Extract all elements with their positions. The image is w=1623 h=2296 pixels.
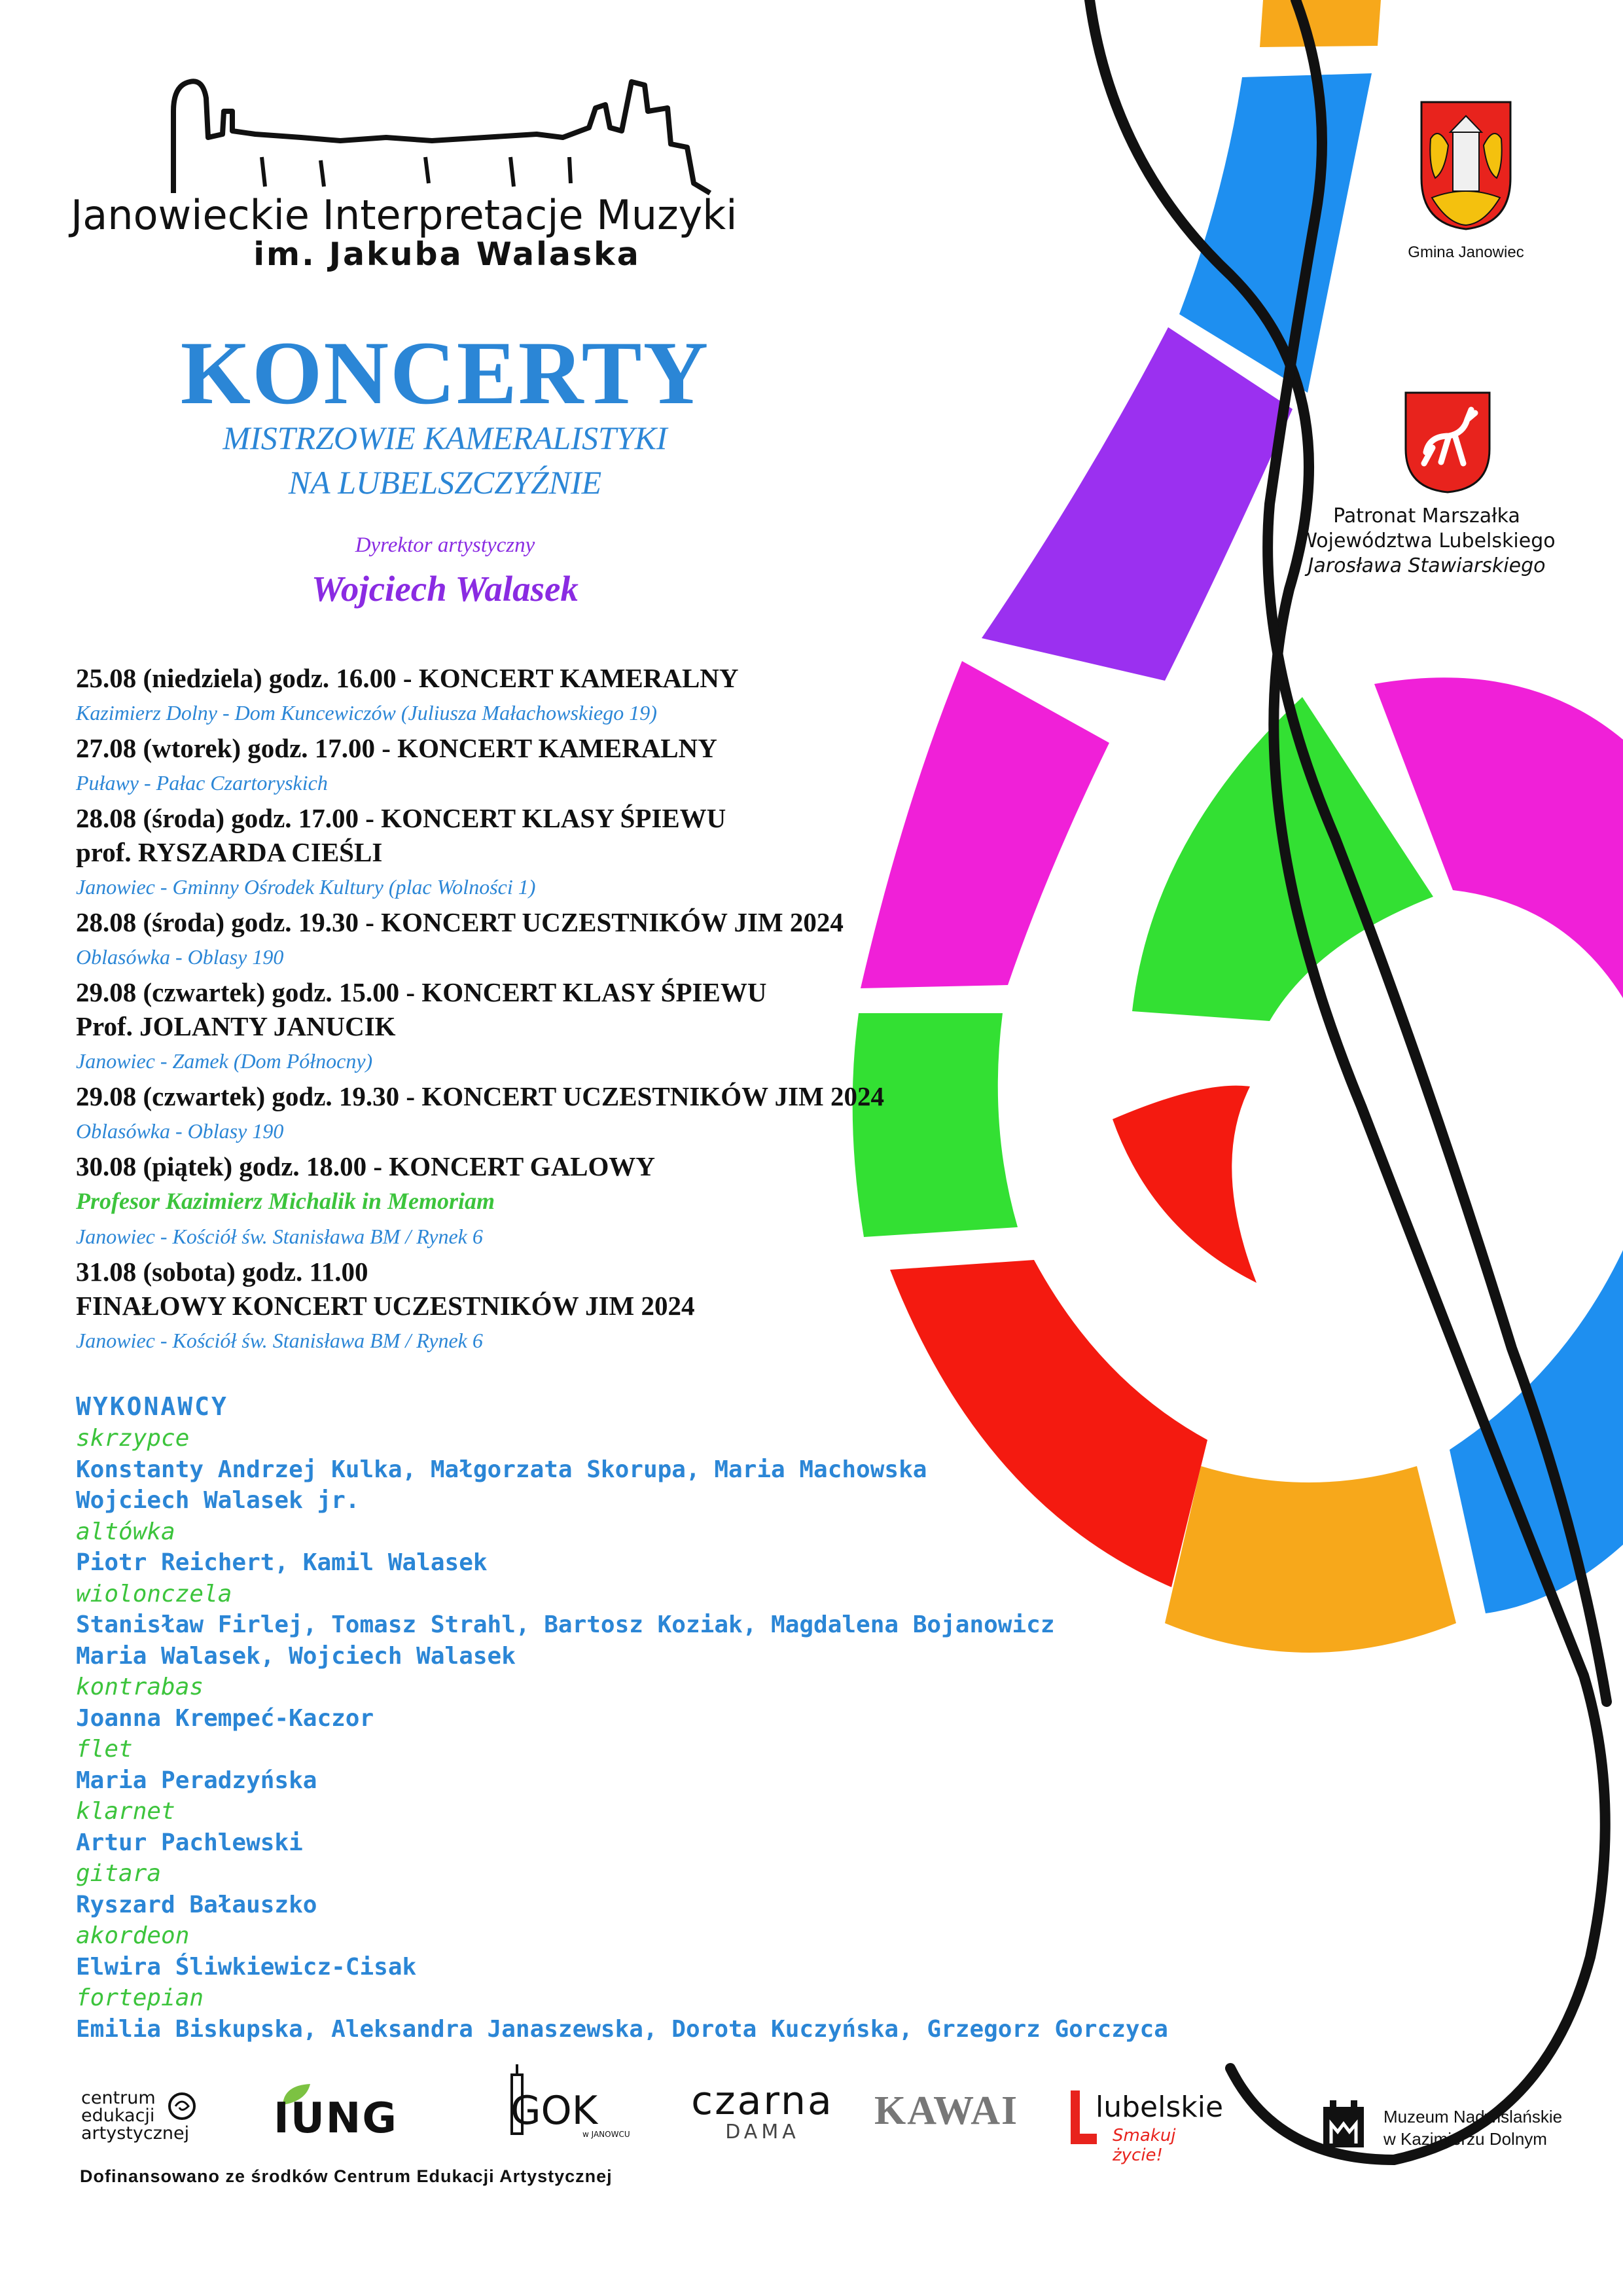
subtitle-line-2: NA LUBELSZCZYŹNIE bbox=[288, 464, 602, 501]
event-place: Janowiec - Zamek (Dom Północny) bbox=[76, 1049, 373, 1073]
subtitle-line-1: MISTRZOWIE KAMERALISTYKI bbox=[223, 420, 668, 456]
event-item bbox=[76, 1149, 992, 1255]
gmina-janowiec-label: Gmina Janowiec bbox=[1408, 243, 1524, 261]
event-place: Kazimierz Dolny - Dom Kuncewiczów (Juliusza Małachowskiego 19) bbox=[76, 701, 657, 725]
cea-line-3: artystycznej bbox=[81, 2123, 190, 2144]
event-title-line-2: prof. RYSZARDA CIEŚLI bbox=[76, 837, 383, 867]
patronat-line-3: Jarosława Stawiarskiego bbox=[1308, 554, 1546, 577]
lubelskie-text: lubelskie bbox=[1096, 2090, 1224, 2124]
instrument-label: skrzypce bbox=[76, 1425, 190, 1452]
cea-logo bbox=[81, 2089, 205, 2142]
performer-names: Emilia Biskupska, Aleksandra Janaszewska, Dorota Kuczyńska, Grzegorz Gorczyca bbox=[76, 2015, 1168, 2043]
lubelskie-coat-of-arms bbox=[1403, 390, 1492, 495]
event-title: 30.08 (piątek) godz. 18.00 - KONCERT GALOWY bbox=[76, 1151, 656, 1181]
event-item bbox=[76, 975, 992, 1079]
lubelskie-logo bbox=[1067, 2088, 1224, 2165]
muzeum-castle-icon bbox=[1321, 2098, 1366, 2150]
event-place: Oblasówka - Oblasy 190 bbox=[76, 945, 284, 969]
director-name: Wojciech Walasek bbox=[312, 569, 579, 609]
gmina-janowiec-coat-of-arms bbox=[1419, 99, 1513, 230]
performer-names: Maria Walasek, Wojciech Walasek bbox=[76, 1642, 516, 1670]
event-place: Janowiec - Gminny Ośrodek Kultury (plac Wolności 1) bbox=[76, 875, 536, 899]
performer-names: Stanisław Firlej, Tomasz Strahl, Bartosz Koziak, Magdalena Bojanowicz bbox=[76, 1611, 1055, 1638]
instrument-label: klarnet bbox=[76, 1798, 175, 1825]
patronat-line-2: Województwa Lubelskiego bbox=[1298, 529, 1556, 552]
festival-subtitle: im. Jakuba Walaska bbox=[253, 236, 641, 273]
performer-names: Konstanty Andrzej Kulka, Małgorzata Skorupa, Maria Machowska bbox=[76, 1456, 927, 1483]
kawai-logo: KAWAI bbox=[874, 2089, 1019, 2133]
event-item bbox=[76, 1079, 992, 1149]
instrument-label: altówka bbox=[76, 1518, 175, 1545]
event-place: Janowiec - Kościół św. Stanisława BM / Rynek 6 bbox=[76, 1225, 483, 1248]
event-title-line-2: FINAŁOWY KONCERT UCZESTNIKÓW JIM 2024 bbox=[76, 1291, 695, 1321]
performer-names: Ryszard Bałauszko bbox=[76, 1891, 317, 1918]
dama-text: DAMA bbox=[725, 2121, 800, 2144]
clef-segment-magenta-right bbox=[1374, 677, 1623, 998]
czarna-dama-logo bbox=[684, 2078, 841, 2144]
event-title: 28.08 (środa) godz. 17.00 - KONCERT KLASY ŚPIEWU bbox=[76, 803, 726, 833]
performer-names: Wojciech Walasek jr. bbox=[76, 1487, 360, 1514]
clef-segment-red-inner bbox=[1113, 1086, 1257, 1283]
patronat-block bbox=[1243, 504, 1610, 579]
muzeum-line-2: w Kazimierzu Dolnym bbox=[1383, 2129, 1547, 2149]
event-title: 27.08 (wtorek) godz. 17.00 - KONCERT KAMERALNY bbox=[76, 733, 717, 763]
cea-line-2: edukacji bbox=[81, 2106, 155, 2126]
event-item bbox=[76, 1255, 992, 1359]
director-label: Dyrektor artystyczny bbox=[355, 533, 535, 557]
performers-heading: WYKONAWCY bbox=[76, 1392, 228, 1421]
event-place: Puławy - Pałac Czartoryskich bbox=[76, 771, 328, 795]
instrument-label: akordeon bbox=[76, 1922, 190, 1949]
event-item bbox=[76, 905, 992, 975]
performer-names: Elwira Śliwkiewicz-Cisak bbox=[76, 1953, 417, 1981]
performer-names: Joanna Krempeć-Kaczor bbox=[76, 1704, 374, 1732]
event-title: 25.08 (niedziela) godz. 16.00 - KONCERT KAMERALNY bbox=[76, 663, 739, 693]
muzeum-line-1: Muzeum Nadwiślańskie bbox=[1383, 2107, 1563, 2126]
lubelskie-l-icon bbox=[1067, 2088, 1099, 2147]
cea-line-1: centrum bbox=[81, 2088, 156, 2108]
event-item bbox=[76, 801, 992, 905]
event-title: 31.08 (sobota) godz. 11.00 bbox=[76, 1257, 368, 1287]
performer-names: Artur Pachlewski bbox=[76, 1829, 303, 1856]
performer-names: Maria Peradzyńska bbox=[76, 1767, 317, 1794]
event-title-line-2: Prof. JOLANTY JANUCIK bbox=[76, 1011, 396, 1041]
muzeum-logo bbox=[1321, 2098, 1609, 2150]
funding-note: Dofinansowano ze środków Centrum Edukacji Artystycznej bbox=[80, 2166, 613, 2186]
instrument-label: fortepian bbox=[76, 1984, 204, 2011]
iung-logo bbox=[274, 2081, 450, 2143]
event-place: Oblasówka - Oblasy 190 bbox=[76, 1119, 284, 1143]
event-title: 29.08 (czwartek) godz. 15.00 - KONCERT KLASY ŚPIEWU bbox=[76, 977, 767, 1007]
event-place: Janowiec - Kościół św. Stanisława BM / Rynek 6 bbox=[76, 1329, 483, 1352]
event-title: 28.08 (środa) godz. 19.30 - KONCERT UCZESTNIKÓW JIM 2024 bbox=[76, 907, 844, 937]
castle-silhouette-logo bbox=[170, 72, 713, 196]
instrument-label: flet bbox=[76, 1736, 133, 1763]
clef-segment-top-orange bbox=[1260, 0, 1381, 47]
event-item bbox=[76, 731, 992, 801]
event-honor: Profesor Kazimierz Michalik in Memoriam bbox=[76, 1188, 495, 1214]
czarna-text: czarna bbox=[691, 2078, 834, 2124]
event-item bbox=[76, 661, 992, 731]
patronat-line-1: Patronat Marszałka bbox=[1333, 505, 1520, 528]
main-title: KONCERTY bbox=[180, 323, 710, 423]
gok-text: GOK bbox=[510, 2088, 598, 2134]
instrument-label: kontrabas bbox=[76, 1674, 204, 1700]
gok-logo bbox=[504, 2062, 654, 2147]
iung-text: IUNG bbox=[274, 2094, 398, 2143]
gok-small-text: w JANOWCU bbox=[582, 2130, 630, 2139]
festival-title: Janowieckie Interpretacje Muzyki bbox=[71, 191, 738, 239]
lubelskie-slogan: Smakuj życie! bbox=[1113, 2126, 1176, 2165]
performer-names: Piotr Reichert, Kamil Walasek bbox=[76, 1549, 488, 1576]
cea-swirl-icon bbox=[166, 2090, 198, 2122]
instrument-label: wiolonczela bbox=[76, 1580, 232, 1607]
concert-schedule bbox=[76, 661, 992, 1359]
instrument-label: gitara bbox=[76, 1860, 162, 1887]
event-title: 29.08 (czwartek) godz. 19.30 - KONCERT UCZESTNIKÓW JIM 2024 bbox=[76, 1081, 885, 1111]
performers-section bbox=[76, 1390, 1319, 2045]
